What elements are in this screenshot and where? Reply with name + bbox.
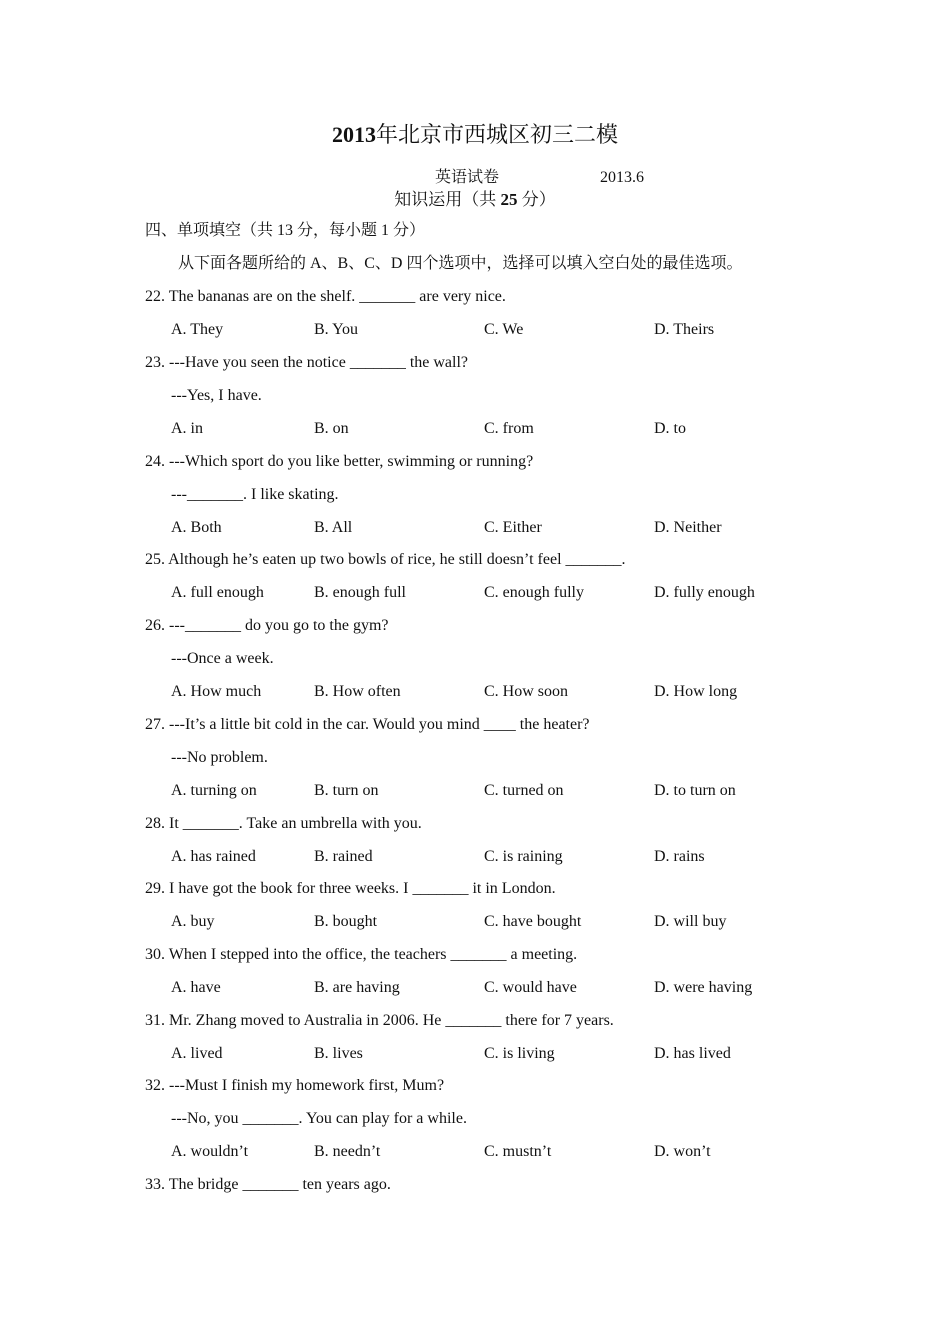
option-a: A. lived	[171, 1045, 223, 1062]
options-32	[0, 1140, 950, 1164]
part-title-score: 25	[500, 190, 518, 209]
options-28	[0, 845, 950, 869]
option-d: D. were having	[654, 979, 753, 996]
question-stem-31: 31. Mr. Zhang moved to Australia in 2006. He _______ there for 7 years.	[145, 1012, 614, 1029]
option-a: A. has rained	[171, 848, 256, 865]
option-b: B. How often	[314, 683, 401, 700]
options-23	[0, 417, 950, 441]
option-d: D. to turn on	[654, 782, 736, 799]
question-stem-28: 28. It _______. Take an umbrella with you.	[145, 815, 422, 832]
options-27	[0, 779, 950, 803]
page-title	[0, 120, 950, 150]
option-d: D. rains	[654, 848, 705, 865]
option-a: A. full enough	[171, 584, 264, 601]
question-stem-29: 29. I have got the book for three weeks. I _______ it in London.	[145, 880, 556, 897]
exam-date: 2013.6	[600, 169, 644, 186]
question-stem-22: 22. The bananas are on the shelf. _______ are very nice.	[145, 288, 506, 305]
subject-label: 英语试卷	[435, 169, 500, 186]
option-b: B. You	[314, 321, 359, 338]
options-25	[0, 581, 950, 605]
dialogue-reply-27: ---No problem.	[171, 749, 268, 766]
section-heading: 四、单项填空（共 13 分，每小题 1 分）	[145, 222, 426, 239]
question-stem-30: 30. When I stepped into the office, the teachers _______ a meeting.	[145, 946, 578, 963]
option-a: A. They	[171, 321, 224, 338]
title-text: 年北京市西城区初三二模	[375, 122, 618, 147]
options-31	[0, 1042, 950, 1066]
question-stem-24: 24. ---Which sport do you like better, swimming or running?	[145, 453, 534, 470]
option-d: D. fully enough	[654, 584, 755, 601]
option-c: C. enough fully	[484, 584, 584, 601]
option-a: A. wouldn’t	[171, 1143, 249, 1160]
question-stem-33: 33. The bridge _______ ten years ago.	[145, 1176, 391, 1193]
option-a: A. How much	[171, 683, 262, 700]
options-29	[0, 910, 950, 934]
subtitle-row	[0, 166, 950, 190]
question-stem-25: 25. Although he’s eaten up two bowls of rice, he still doesn’t feel _______.	[145, 551, 626, 568]
question-stem-27: 27. ---It’s a little bit cold in the car. Would you mind ____ the heater?	[145, 716, 590, 733]
dialogue-reply-23: ---Yes, I have.	[171, 387, 262, 404]
question-stem-26: 26. ---_______ do you go to the gym?	[145, 617, 389, 634]
option-c: C. would have	[484, 979, 577, 996]
option-b: B. turn on	[314, 782, 379, 799]
option-a: A. in	[171, 420, 203, 437]
question-stem-23: 23. ---Have you seen the notice _______ the wall?	[145, 354, 469, 371]
options-26	[0, 680, 950, 704]
dialogue-reply-26: ---Once a week.	[171, 650, 274, 667]
option-a: A. have	[171, 979, 221, 996]
option-c: C. is raining	[484, 848, 563, 865]
option-a: A. buy	[171, 913, 215, 930]
option-b: B. enough full	[314, 584, 406, 601]
dialogue-reply-32: ---No, you _______. You can play for a while.	[171, 1110, 467, 1127]
part-title-prefix: 知识运用（共	[394, 190, 501, 209]
option-c: C. have bought	[484, 913, 582, 930]
option-c: C. from	[484, 420, 534, 437]
option-d: D. will buy	[654, 913, 727, 930]
option-b: B. bought	[314, 913, 378, 930]
options-22	[0, 318, 950, 342]
option-c: C. mustn’t	[484, 1143, 552, 1160]
options-24	[0, 516, 950, 540]
option-b: B. All	[314, 519, 353, 536]
question-stem-32: 32. ---Must I finish my homework first, Mum?	[145, 1077, 445, 1094]
section-instruction: 从下面各题所给的 A、B、C、D 四个选项中，选择可以填入空白处的最佳选项。	[178, 255, 743, 272]
option-c: C. How soon	[484, 683, 569, 700]
option-b: B. on	[314, 420, 349, 437]
option-d: D. won’t	[654, 1143, 711, 1160]
option-d: D. Neither	[654, 519, 722, 536]
option-a: A. turning on	[171, 782, 257, 799]
option-c: C. is living	[484, 1045, 555, 1062]
option-b: B. rained	[314, 848, 373, 865]
option-d: D. has lived	[654, 1045, 731, 1062]
option-c: C. Either	[484, 519, 542, 536]
option-b: B. lives	[314, 1045, 363, 1062]
dialogue-reply-24: ---_______. I like skating.	[171, 486, 339, 503]
option-b: B. are having	[314, 979, 400, 996]
option-d: D. Theirs	[654, 321, 715, 338]
part-title-suffix: 分）	[517, 190, 556, 209]
option-a: A. Both	[171, 519, 222, 536]
option-d: D. to	[654, 420, 686, 437]
option-c: C. We	[484, 321, 524, 338]
part-title	[0, 188, 950, 212]
option-c: C. turned on	[484, 782, 564, 799]
option-d: D. How long	[654, 683, 738, 700]
options-30	[0, 976, 950, 1000]
title-year: 2013	[331, 122, 376, 147]
option-b: B. needn’t	[314, 1143, 381, 1160]
